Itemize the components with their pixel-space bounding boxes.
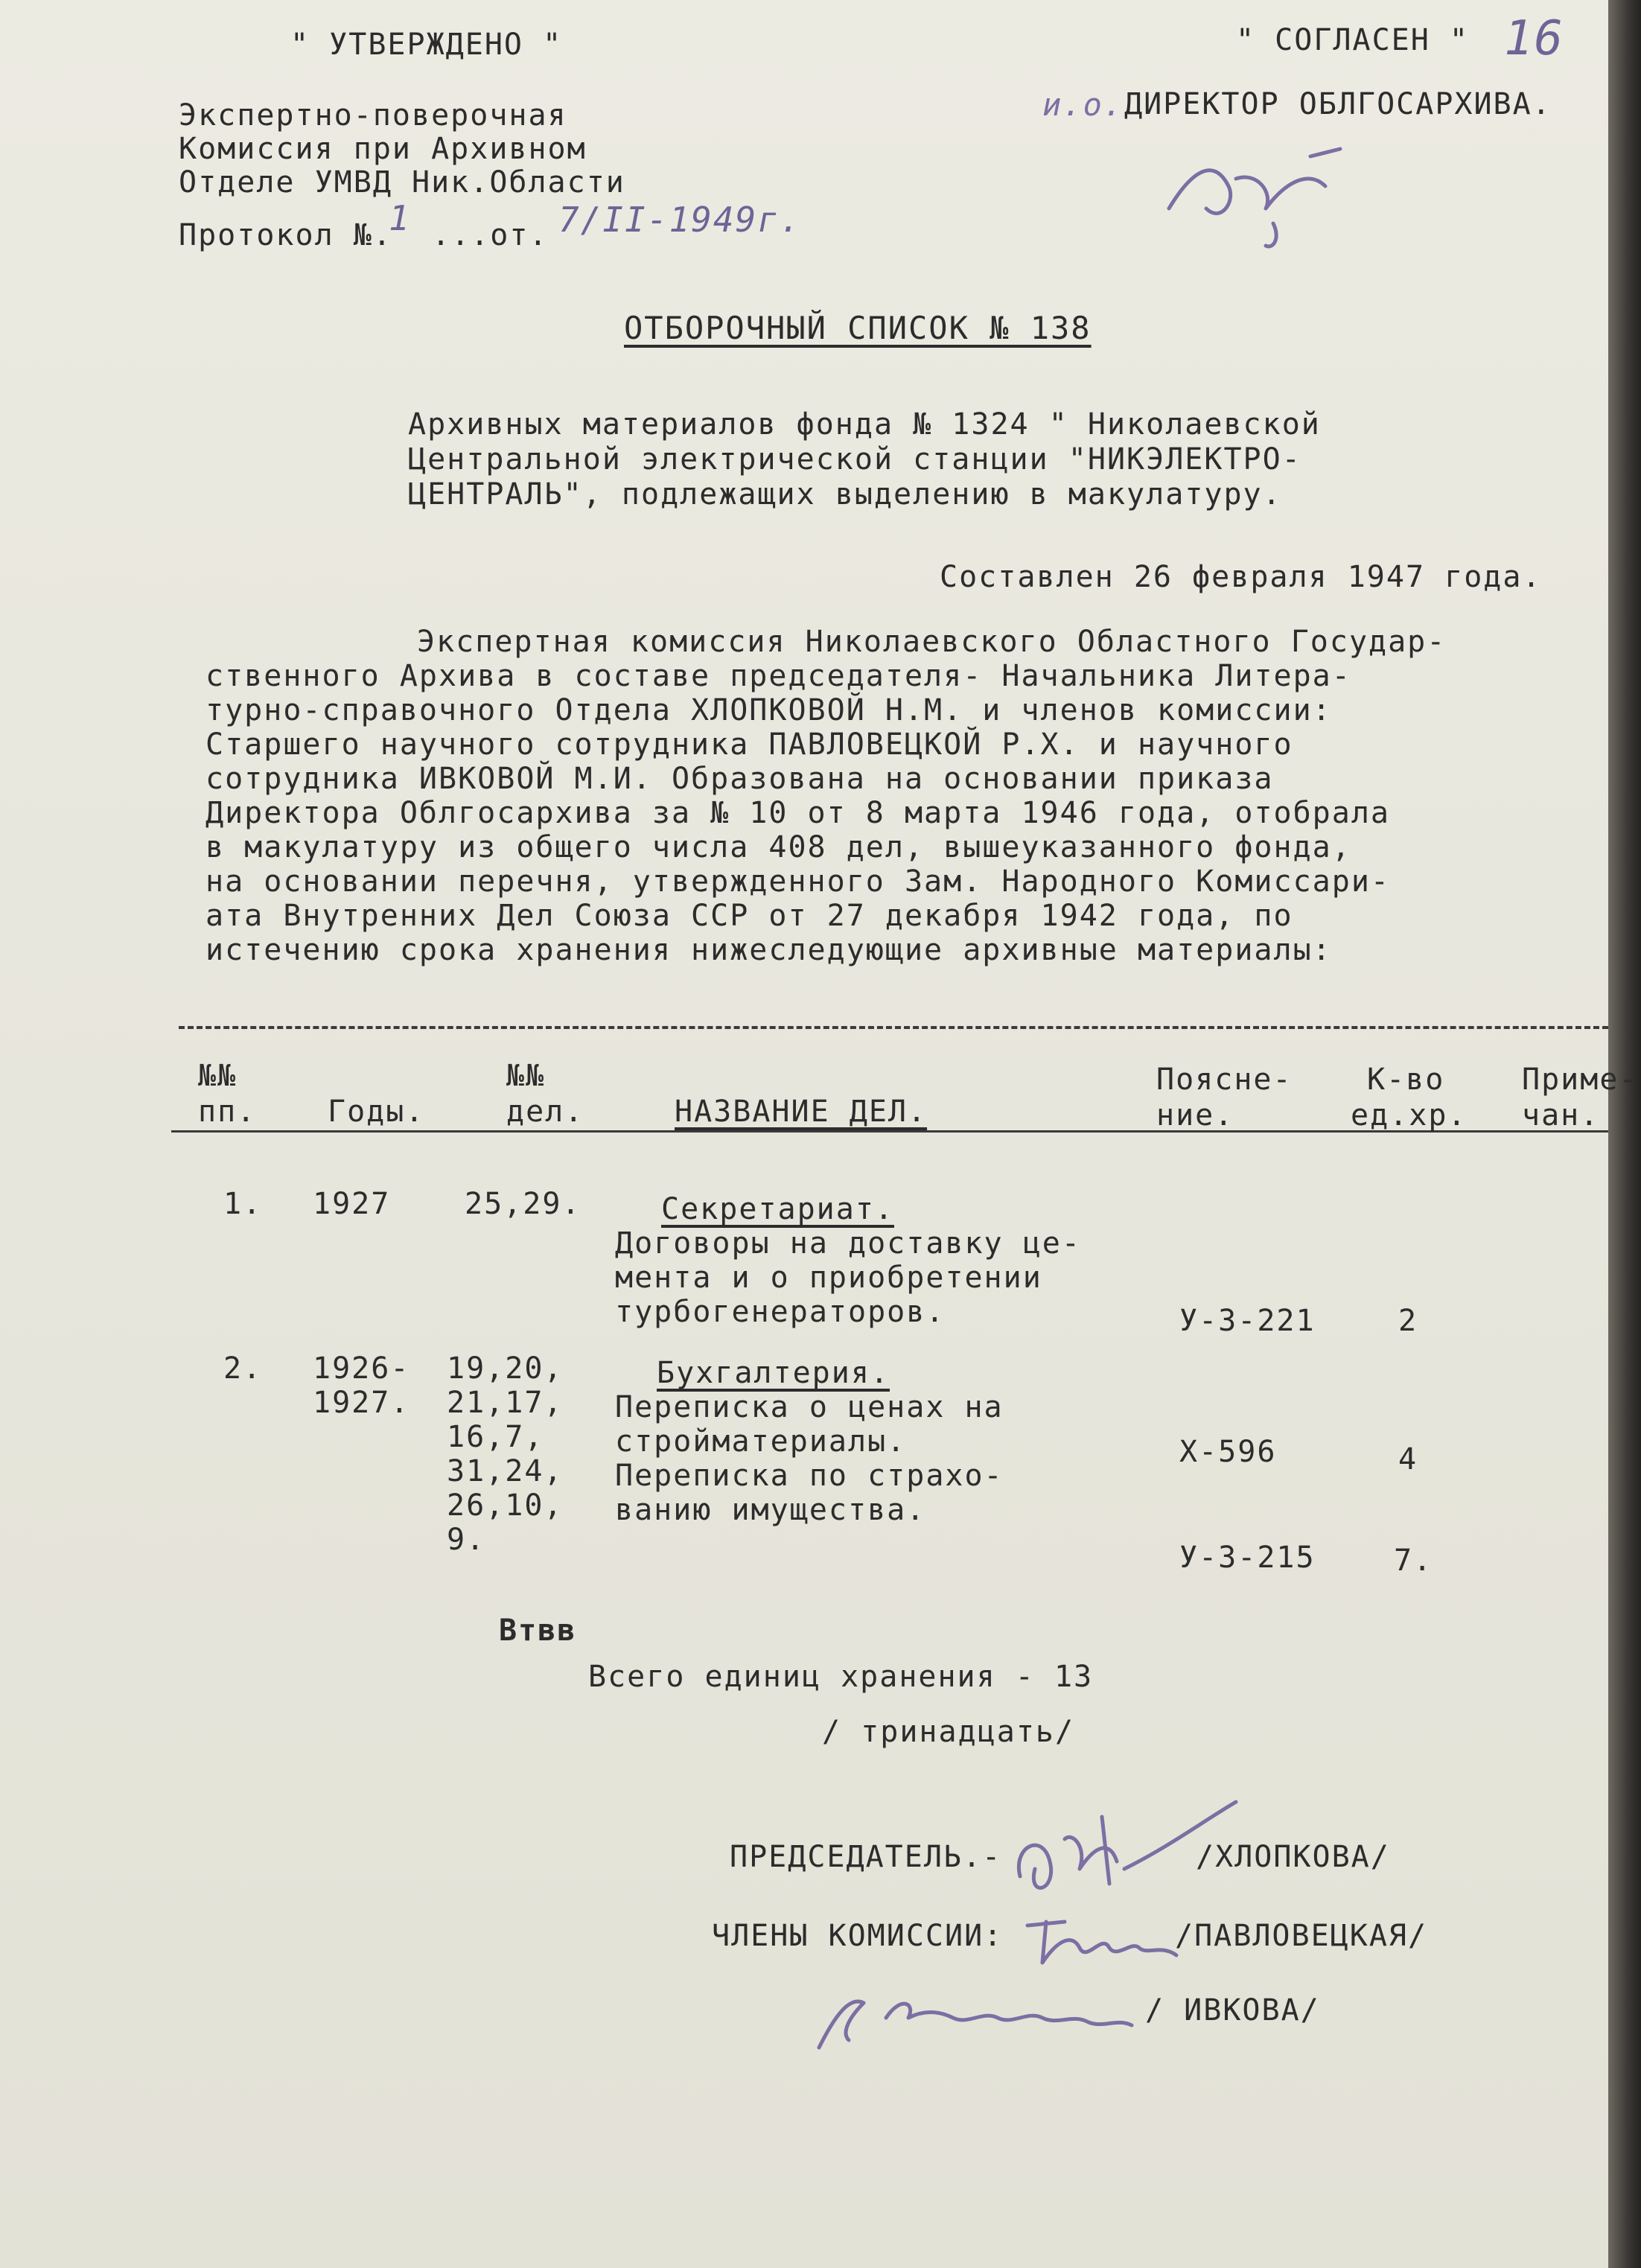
struck-text: Втвв <box>499 1614 577 1648</box>
row2-cases-2: 21,17, <box>447 1386 564 1420</box>
row2-year-b: 1927. <box>313 1386 410 1420</box>
commission-line-2: Комиссия при Архивном <box>179 132 587 166</box>
row2-count-1: 4 <box>1398 1442 1418 1477</box>
header-name: НАЗВАНИЕ ДЕЛ. <box>675 1095 928 1129</box>
body-line-1: Экспертная комиссия Николаевского Областного Государ- <box>417 625 1447 659</box>
row1-cases: 25,29. <box>465 1187 581 1221</box>
body-line-3: турно-справочного Отдела ХЛОПКОВОЙ Н.М. и членов комиссии: <box>205 693 1332 727</box>
body-line-5: сотрудника ИВКОВОЙ М.И. Образована на основании приказа <box>205 762 1274 796</box>
header-num-b: пп. <box>198 1095 257 1129</box>
intro-line-3: ЦЕНТРАЛЬ", подлежащих выделению в макулатуру. <box>408 477 1282 512</box>
intro-line-2: Центральной электрической станции "НИКЭЛЕКТРО- <box>408 442 1301 477</box>
header-note-a: Приме- <box>1522 1063 1639 1097</box>
row1-desc-1: Договоры на доставку це- <box>615 1226 1081 1261</box>
scan-edge <box>1608 0 1641 2268</box>
row1-desc-2: мента и о приобретении <box>615 1261 1042 1295</box>
member1-name: /ПАВЛОВЕЦКАЯ/ <box>1175 1919 1428 1953</box>
body-line-2: ственного Архива в составе председателя- Начальника Литера- <box>205 659 1351 693</box>
composed-date: Составлен 26 февраля 1947 года. <box>940 560 1542 594</box>
header-expl-a: Поясне- <box>1156 1063 1293 1097</box>
protocol-number: 1 <box>389 198 411 238</box>
header-count-a: К-во <box>1367 1063 1445 1097</box>
director-role: ДИРЕКТОР ОБЛГОСАРХИВА. <box>1124 87 1552 121</box>
row1-count: 2 <box>1398 1304 1418 1338</box>
row2-desc-3: Переписка по страхо- <box>615 1459 1004 1493</box>
row1-expl: У-3-221 <box>1179 1304 1316 1338</box>
row2-num: 2. <box>223 1351 263 1386</box>
row2-desc-1: Переписка о ценах на <box>615 1390 1004 1424</box>
row2-year-a: 1926- <box>313 1351 410 1386</box>
chair-label: ПРЕДСЕДАТЕЛЬ.- <box>730 1840 1002 1874</box>
header-expl-b: ние. <box>1156 1098 1234 1133</box>
row2-expl-1: Х-596 <box>1179 1435 1277 1469</box>
row2-desc-4: ванию имущества. <box>615 1493 926 1527</box>
row2-section: Бухгалтерия. <box>657 1356 890 1390</box>
body-line-8: на основании перечня, утвержденного Зам. Народного Комиссари- <box>205 864 1391 899</box>
row2-cases-6: 9. <box>447 1523 486 1557</box>
row1-num: 1. <box>223 1187 263 1221</box>
agreed-stamp: " СОГЛАСЕН " <box>1236 23 1469 57</box>
page-number: 16 <box>1504 11 1565 66</box>
header-count-b: ед.хр. <box>1351 1098 1468 1133</box>
body-line-4: Старшего научного сотрудника ПАВЛОВЕЦКОЙ Р.Х. и научного <box>205 727 1293 762</box>
row1-section: Секретариат. <box>661 1192 894 1226</box>
chair-name: /ХЛОПКОВА/ <box>1196 1840 1390 1874</box>
member2-signature-icon <box>804 1966 1147 2055</box>
row2-cases-5: 26,10, <box>447 1488 564 1523</box>
body-line-6: Директора Облгосархива за № 10 от 8 марта 1946 года, отобрала <box>205 796 1391 830</box>
row1-year: 1927 <box>313 1187 391 1221</box>
commission-line-1: Экспертно-поверочная <box>179 98 567 133</box>
header-cases-b: дел. <box>506 1095 584 1129</box>
document-title: ОТБОРОЧНЫЙ СПИСОК № 138 <box>624 310 1092 346</box>
body-line-10: истечению срока хранения нижеследующие архивные материалы: <box>205 933 1332 967</box>
row2-cases-4: 31,24, <box>447 1454 564 1488</box>
header-note-b: чан. <box>1522 1098 1600 1133</box>
member2-name: / ИВКОВА/ <box>1145 1993 1320 2027</box>
intro-line-1: Архивных материалов фонда № 1324 " Николаевской <box>408 407 1321 442</box>
body-line-9: ата Внутренних Дел Союза ССР от 27 декабря 1942 года, по <box>205 899 1293 933</box>
members-label: ЧЛЕНЫ КОМИССИИ: <box>712 1919 1004 1953</box>
protocol-date: 7/II-1949г. <box>558 200 802 240</box>
row2-desc-2: стройматериалы. <box>615 1424 907 1459</box>
header-cases-a: №№ <box>506 1059 546 1093</box>
table-top-rule <box>179 1026 1608 1029</box>
commission-line-3: Отделе УМВД Ник.Области <box>179 165 625 200</box>
total-units-words: / тринадцать/ <box>822 1715 1075 1749</box>
header-num-a: №№ <box>198 1059 238 1093</box>
header-years: Годы. <box>328 1095 425 1129</box>
body-line-7: в макулатуру из общего числа 408 дел, вышеуказанного фонда, <box>205 830 1351 864</box>
row2-cases-3: 16,7, <box>447 1420 544 1454</box>
row2-expl-2: У-3-215 <box>1179 1541 1316 1575</box>
protocol-from: ...от. <box>432 218 549 252</box>
total-units: Всего единиц хранения - 13 <box>588 1660 1094 1694</box>
protocol-label: Протокол №. <box>179 218 392 252</box>
approved-stamp: " УТВЕРЖДЕНО " <box>290 28 563 62</box>
director-signature-icon <box>1162 127 1355 253</box>
role-prefix: и.о. <box>1042 86 1124 123</box>
row1-desc-3: турбогенераторов. <box>615 1295 946 1329</box>
row2-count-2: 7. <box>1394 1544 1433 1578</box>
row2-cases-1: 19,20, <box>447 1351 564 1386</box>
